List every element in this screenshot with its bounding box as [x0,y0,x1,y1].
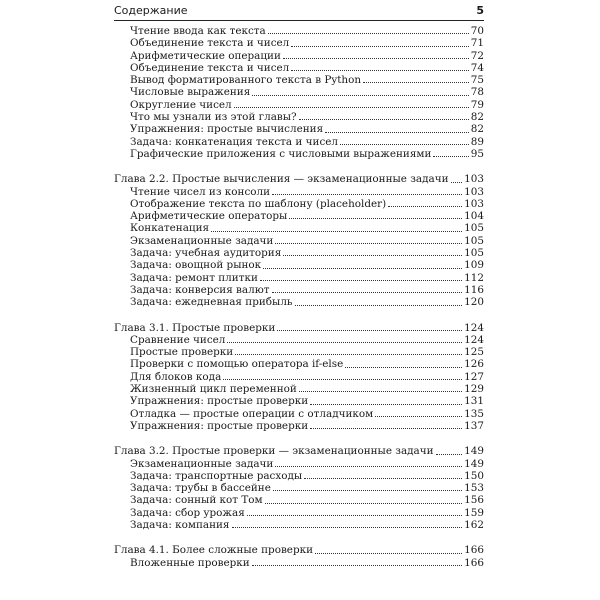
toc-entry-page: 105 [464,222,484,235]
toc-section-entry [114,123,484,135]
dot-leader [232,526,463,528]
toc-section-entry [114,494,484,506]
dot-leader [388,205,462,207]
toc-section-entry [114,99,484,111]
dot-leader [275,465,462,467]
toc-entry-label: Проверки с помощью оператора if-else [130,358,344,371]
toc-entry-label: Вложенные проверки [130,556,250,569]
running-header-title: Содержание [114,4,188,17]
toc-entry-label: Глава 3.1. Простые проверки [114,321,276,334]
toc-entry-page: 156 [464,494,484,507]
dot-leader [289,217,462,219]
toc-entry-page: 166 [464,556,484,569]
toc-section-entry [114,210,484,222]
toc-entry-label: Задача: конверсия валют [130,283,270,296]
toc-entry-page: 78 [470,86,484,99]
dot-leader [295,304,463,306]
toc-chapter-entry [114,544,484,556]
toc-section-entry [114,507,484,519]
toc-chapter-entry [114,445,484,457]
toc-entry-label: Чтение ввода как текста [130,25,266,37]
dot-leader [291,45,468,47]
toc-entry-page: 116 [464,283,484,296]
dot-leader [310,403,462,405]
toc-chapter-entry [114,173,484,185]
dot-leader [433,155,468,157]
toc-entry-label: Для блоков кода [130,370,222,383]
toc-entry-page: 159 [464,506,484,519]
toc-section-entry [114,358,484,370]
dot-leader [451,181,463,183]
toc-section-entry [114,86,484,98]
toc-entry-page: 104 [464,210,484,223]
toc-section-entry [114,383,484,395]
toc-entry-label: Задача: транспортные расходы [130,469,303,482]
table-of-contents [114,25,484,582]
toc-section-entry [114,458,484,470]
toc-entry-label: Чтение чисел из консоли [130,185,271,198]
toc-entry-page: 127 [464,370,484,383]
toc-section-entry [114,62,484,74]
toc-entry-label: Задача: компания [130,518,230,531]
dot-leader [299,118,469,120]
toc-section-entry [114,395,484,407]
dot-leader [277,329,462,331]
dot-leader [223,378,462,380]
toc-entry-page: 70 [470,25,484,37]
toc-section-entry [114,37,484,49]
toc-entry-label: Арифметические операции [130,49,281,62]
toc-entry-label: Графические приложения с числовыми выражениями [130,147,432,160]
dot-leader [268,32,469,34]
toc-entry-page: 95 [470,147,484,160]
toc-entry-page: 126 [464,358,484,371]
toc-entry-page: 120 [464,296,484,309]
toc-section-entry [114,470,484,482]
dot-leader [340,143,469,145]
toc-entry-page: 129 [464,383,484,396]
toc-entry-page: 79 [470,98,484,111]
toc-group [114,322,484,433]
toc-entry-label: Упражнения: простые проверки [130,395,309,408]
toc-entry-label: Жизненный цикл переменной [130,383,297,396]
toc-section-entry [114,334,484,346]
toc-entry-label: Глава 2.2. Простые вычисления — экзаменационные задачи [114,173,449,186]
dot-leader [436,453,463,455]
toc-section-entry [114,247,484,259]
dot-leader [252,564,462,566]
dot-leader [227,341,462,343]
toc-entry-label: Задача: сбор урожая [130,506,245,519]
toc-section-entry [114,519,484,531]
toc-entry-label: Объединение текста и чисел [130,61,290,74]
toc-entry-page: 89 [470,135,484,148]
toc-entry-page: 150 [464,469,484,482]
dot-leader [252,94,468,96]
toc-entry-label: Глава 4.1. Более сложные проверки [114,544,314,557]
toc-section-entry [114,482,484,494]
dot-leader [315,552,462,554]
toc-entry-page: 75 [470,74,484,87]
dot-leader [273,489,462,491]
page-number: 5 [476,4,484,17]
dot-leader [325,131,469,133]
toc-entry-label: Конкатенация [130,222,210,235]
running-header [114,2,484,21]
toc-chapter-entry [114,322,484,334]
toc-entry-page: 71 [470,37,484,50]
toc-entry-page: 109 [464,259,484,272]
toc-entry-page: 105 [464,247,484,260]
toc-entry-label: Задача: ремонт плитки [130,271,258,284]
toc-entry-label: Что мы узнали из этой главы? [130,111,297,124]
dot-leader [375,415,462,417]
toc-entry-page: 162 [464,518,484,531]
dot-leader [235,353,462,355]
dot-leader [260,279,462,281]
toc-entry-page: 103 [464,173,484,186]
toc-entry-label: Объединение текста и чисел [130,37,290,50]
toc-section-entry [114,371,484,383]
dot-leader [272,291,463,293]
toc-entry-label: Глава 3.2. Простые проверки — экзаменационные задачи [114,445,434,458]
toc-entry-page: 103 [464,185,484,198]
toc-section-entry [114,408,484,420]
toc-group [114,173,484,308]
toc-section-entry [114,74,484,86]
toc-section-entry [114,346,484,358]
toc-group [114,544,484,569]
dot-leader [275,242,462,244]
toc-section-entry [114,235,484,247]
toc-entry-label: Задача: конкатенация текста и чисел [130,135,339,148]
dot-leader [265,502,463,504]
toc-entry-page: 72 [470,49,484,62]
toc-entry-page: 82 [470,123,484,136]
toc-group [114,445,484,531]
toc-section-entry [114,186,484,198]
dot-leader [299,390,462,392]
toc-entry-label: Отображение текста по шаблону (placeholder) [130,197,387,210]
toc-entry-page: 125 [464,346,484,359]
toc-entry-page: 103 [464,197,484,210]
dot-leader [363,81,469,83]
toc-section-entry [114,284,484,296]
toc-entry-page: 124 [464,321,484,334]
toc-entry-page: 124 [464,333,484,346]
toc-section-entry [114,272,484,284]
toc-entry-label: Арифметические операторы [130,210,288,223]
toc-entry-page: 112 [464,271,484,284]
dot-leader [247,514,462,516]
toc-entry-label: Задача: ежедневная прибыль [130,296,293,309]
toc-group [114,25,484,160]
toc-entry-page: 105 [464,234,484,247]
toc-entry-page: 137 [464,419,484,432]
dot-leader [283,57,469,59]
dot-leader [283,254,462,256]
toc-entry-label: Простые проверки [130,346,234,359]
toc-section-entry [114,259,484,271]
toc-section-entry [114,222,484,234]
toc-section-entry [114,557,484,569]
dot-leader [211,230,462,232]
toc-section-entry [114,25,484,37]
toc-entry-label: Упражнения: простые вычисления [130,123,324,136]
toc-entry-page: 149 [464,457,484,470]
toc-entry-page: 166 [464,544,484,557]
toc-section-entry [114,111,484,123]
toc-entry-page: 131 [464,395,484,408]
dot-leader [263,267,462,269]
toc-entry-page: 135 [464,407,484,420]
dot-leader [304,477,462,479]
toc-entry-label: Задача: учебная аудитория [130,247,282,260]
toc-entry-label: Вывод форматированного текста в Python [130,74,362,87]
toc-entry-label: Отладка — простые операции с отладчиком [130,407,374,420]
toc-entry-label: Упражнения: простые проверки [130,419,309,432]
toc-entry-label: Сравнение чисел [130,333,226,346]
toc-entry-page: 82 [470,111,484,124]
toc-section-entry [114,420,484,432]
dot-leader [272,193,462,195]
toc-entry-page: 153 [464,482,484,495]
toc-entry-label: Числовые выражения [130,86,251,99]
toc-section-entry [114,198,484,210]
toc-section-entry [114,296,484,308]
toc-section-entry [114,50,484,62]
dot-leader [310,427,462,429]
toc-entry-label: Задача: сонный кот Том [130,494,263,507]
toc-entry-label: Экзаменационные задачи [130,457,274,470]
toc-entry-page: 149 [464,445,484,458]
toc-entry-label: Задача: трубы в бассейне [130,482,271,495]
dot-leader [234,106,469,108]
toc-entry-label: Экзаменационные задачи [130,234,274,247]
toc-entry-page: 74 [470,61,484,74]
toc-entry-label: Задача: овощной рынок [130,259,262,272]
dot-leader [345,366,462,368]
toc-entry-label: Округление чисел [130,98,232,111]
dot-leader [291,69,468,71]
toc-section-entry [114,136,484,148]
toc-section-entry [114,148,484,160]
